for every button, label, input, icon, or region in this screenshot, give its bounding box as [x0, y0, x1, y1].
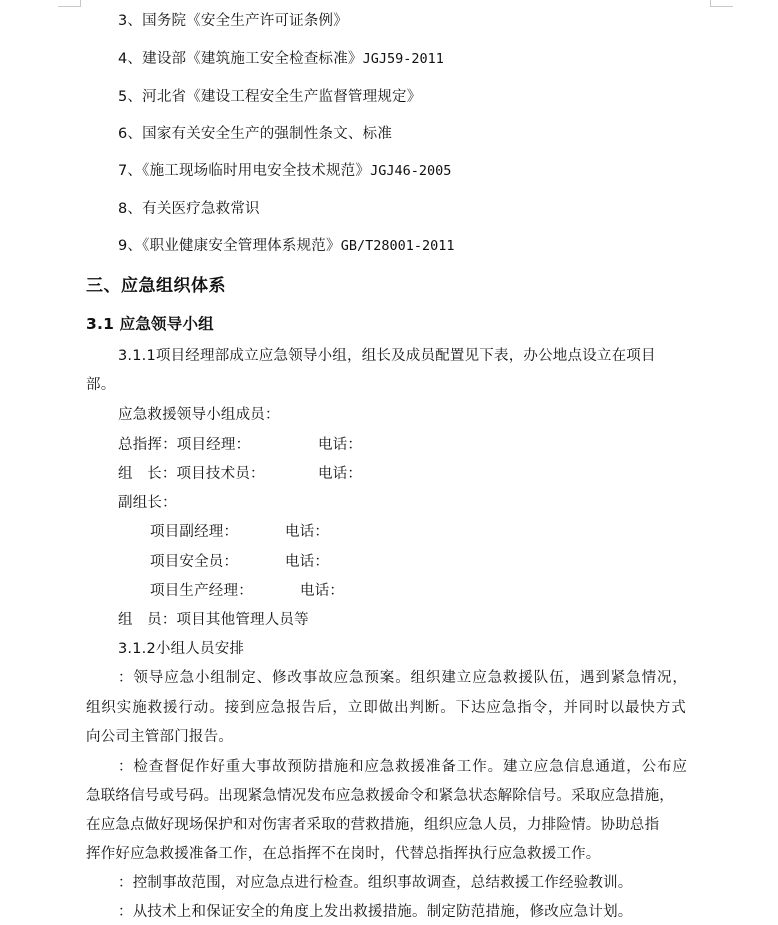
- commander-phone: 电话：: [318, 437, 363, 453]
- leader-role: 组 长：项目技术员：: [118, 466, 265, 482]
- deputy-title: 副组长：: [118, 495, 177, 511]
- reference-item-3: 3、国务院《安全生产许可证条例》: [118, 13, 348, 29]
- page-corner-mark-left: [58, 0, 81, 7]
- page-corner-mark-right: [710, 0, 733, 7]
- subsection-3-1-2: 3.1.2小组人员安排: [118, 641, 245, 657]
- duty-1-line-2: 组织实施救援行动。接到应急报告后，立即做出判断。下达应急指令，并同时以最快方式: [86, 700, 687, 716]
- deputy-3-role: 项目生产经理：: [150, 583, 253, 599]
- deputy-2-role: 项目安全员：: [150, 554, 239, 570]
- deputy-1-phone: 电话：: [285, 524, 330, 540]
- section-heading: 三、应急组织体系: [86, 276, 226, 296]
- commander-role: 总指挥：项目经理：: [118, 437, 251, 453]
- duty-1-line-3: 向公司主管部门报告。: [86, 729, 233, 745]
- paragraph-3-1-1-line-1: 3.1.1项目经理部成立应急领导小组，组长及成员配置见下表，办公地点设立在项目: [118, 348, 656, 364]
- deputy-2-phone: 电话：: [285, 554, 330, 570]
- subsection-heading: 3.1 应急领导小组: [86, 315, 214, 333]
- duty-2-line-2: 急联络信号或号码。出现紧急情况发布应急救援命令和紧急状态解除信号。采取应急措施，: [86, 788, 674, 804]
- paragraph-3-1-1-line-2: 部。: [86, 377, 116, 393]
- duty-4-line: ：从技术上和保证安全的角度上发出救援措施。制定防范措施，修改应急计划。: [118, 904, 633, 920]
- deputy-3-phone: 电话：: [300, 583, 345, 599]
- members-title: 应急救援领导小组成员：: [118, 407, 280, 423]
- deputy-1-role: 项目副经理：: [150, 524, 239, 540]
- reference-item-4: 4、建设部《建筑施工安全检查标准》JGJ59-2011: [118, 51, 444, 67]
- duty-2-line-4: 挥作好应急救援准备工作，在总指挥不在岗时，代替总指挥执行应急救援工作。: [86, 846, 601, 862]
- duty-3-line: ：控制事故范围，对应急点进行检查。组织事故调查，总结救援工作经验教训。: [118, 875, 633, 891]
- reference-item-9: 9、《职业健康安全管理体系规范》GB/T28001-2011: [118, 238, 455, 254]
- reference-item-8: 8、有关医疗急救常识: [118, 201, 260, 217]
- duty-2-line-1: ：检查督促作好重大事故预防措施和应急救援准备工作。建立应急信息通道，公布应: [118, 759, 688, 775]
- reference-item-7: 7、《施工现场临时用电安全技术规范》JGJ46-2005: [118, 163, 452, 179]
- reference-item-5: 5、河北省《建设工程安全生产监督管理规定》: [118, 89, 422, 105]
- members-line: 组 员：项目其他管理人员等: [118, 612, 309, 628]
- leader-phone: 电话：: [318, 466, 363, 482]
- duty-2-line-3: 在应急点做好现场保护和对伤害者采取的营救措施，组织应急人员，力排险情。协助总指: [86, 817, 660, 833]
- reference-item-6: 6、国家有关安全生产的强制性条文、标准: [118, 126, 393, 142]
- duty-1-line-1: ：领导应急小组制定、修改事故应急预案。组织建立应急救援队伍，遇到紧急情况，: [118, 670, 688, 686]
